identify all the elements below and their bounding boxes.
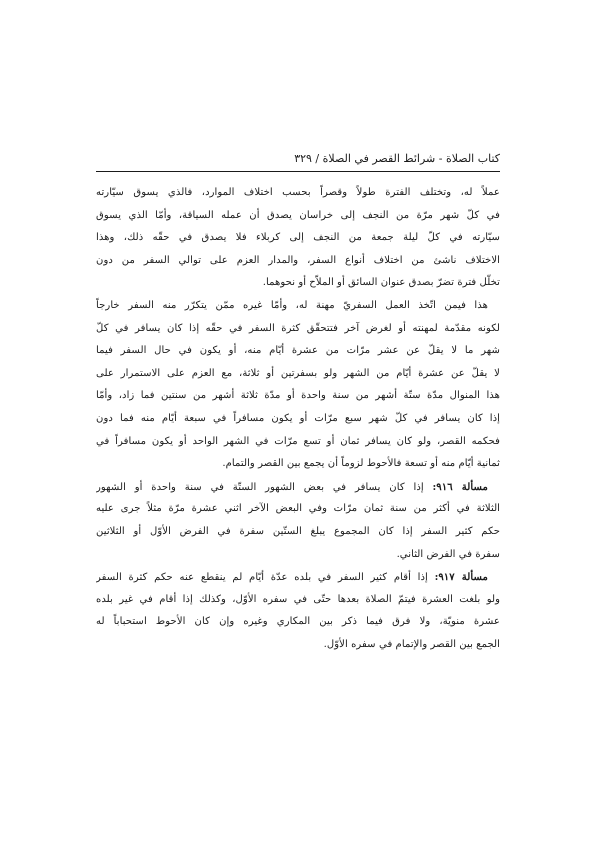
text-line: شهر ما لا يقلّ عن عشر مرّات من عشرة أيّام منه، أو يكون في حال السفر فيما bbox=[96, 345, 500, 357]
text-line: فحكمه القصر، ولو كان يسافر ثمان أو تسع مرّات في الشهر الواحد أو يكون مسافراً في bbox=[96, 435, 500, 447]
text-line bbox=[96, 566, 500, 589]
text-line: الثلاثة في أكثر من سنة ثمان مرّات وفي البعض الآخر اثني عشرة مرّة مثلاً جرى عليه bbox=[96, 503, 500, 515]
text-line: سفرة في الفرض الثاني. bbox=[396, 548, 500, 560]
text-line bbox=[96, 476, 500, 499]
text-line: ولو بلغت العشرة فيتمّ الصلاة بعدها حتّى في سفره الأوّل، وكذلك إذا أقام في غير بلده bbox=[96, 593, 500, 605]
issue-916 bbox=[96, 476, 500, 566]
paragraph-continuation bbox=[96, 182, 500, 295]
issue-text: إذا كان يسافر في بعض الشهور الستّة في سنة واحدة أو الشهور bbox=[96, 481, 433, 493]
running-header: كتاب الصلاة - شرائط القصر في الصلاة / ٣٢٩ bbox=[294, 152, 500, 165]
text-line: لا يقلّ عن عشرة أيّام من الشهر ولو بسفرتين أو ثلاثة، مع العزم على الاستمرار على bbox=[96, 367, 500, 379]
text-line: عشرة منويّة، ولا فرق فيما ذكر بين المكاري وغيره وإن كان الأحوط استحباباً له bbox=[96, 616, 500, 628]
text-line: لكونه مقدّمة لمهنته أو لغرض آخر فتتحقّق كثرة السفر في حقّه إذا كان يسافر في كلّ bbox=[96, 322, 500, 334]
issue-label: مسألة ٩١٦: bbox=[432, 480, 488, 493]
issue-917 bbox=[96, 566, 500, 656]
issue-label: مسألة ٩١٧: bbox=[434, 571, 488, 584]
text-line: في كلّ شهر مرّة من النجف إلى خراسان يصدق أن عمله السياقة، وأمّا الذي يسوق bbox=[96, 209, 500, 221]
text-line: إذا كان يسافر في كلّ شهر سبع مرّات أو يكون مسافراً في سبعة أيّام منه فما دون bbox=[96, 412, 500, 424]
paragraph-frequent-traveller bbox=[96, 295, 500, 476]
body-text bbox=[96, 182, 500, 656]
header-rule bbox=[96, 171, 500, 172]
text-line: الاختلاف ناشئ من اختلاف أنواع السفر، والمدار العزم على توالي السفر من دون bbox=[96, 254, 500, 266]
issue-text: إذا أقام كثير السفر في بلده عدّة أيّام لم ينقطع عنه حكم كثرة السفر bbox=[96, 572, 435, 584]
text-line: تخلّل فترة تضرّ بصدق عنوان السائق أو الملاّح أو نحوهما. bbox=[262, 277, 500, 289]
text-line: ثمانية أيّام منه أو تسعة فالأحوط لزوماً أن يجمع بين القصر والتمام. bbox=[222, 458, 500, 470]
text-line: هذا فيمن اتّخذ العمل السفريّ مهنة له، وأمّا غيره ممّن يتكرّر منه السفر خارجاً bbox=[96, 299, 488, 311]
text-line: سيّارته في كلّ ليلة جمعة من النجف إلى كربلاء فلا يصدق في حقّه ذلك، وهذا bbox=[96, 232, 500, 244]
text-line: الجمع بين القصر والإتمام في سفره الأوّل. bbox=[323, 638, 500, 650]
text-line: هذا المنوال مدّة ستّة أشهر من سنة واحدة أو مدّة ثلاثة أشهر من سنتين فما زاد، وأمّا bbox=[96, 390, 500, 402]
text-line: حكم كثير السفر إذا كان المجموع يبلغ الستّين سفرة في الفرض الأوّل أو الثلاثين bbox=[96, 525, 500, 537]
text-line: عملاً له، وتختلف الفترة طولاً وقصراً بحسب اختلاف الموارد، فالذي يسوق سيّارته bbox=[96, 187, 500, 198]
